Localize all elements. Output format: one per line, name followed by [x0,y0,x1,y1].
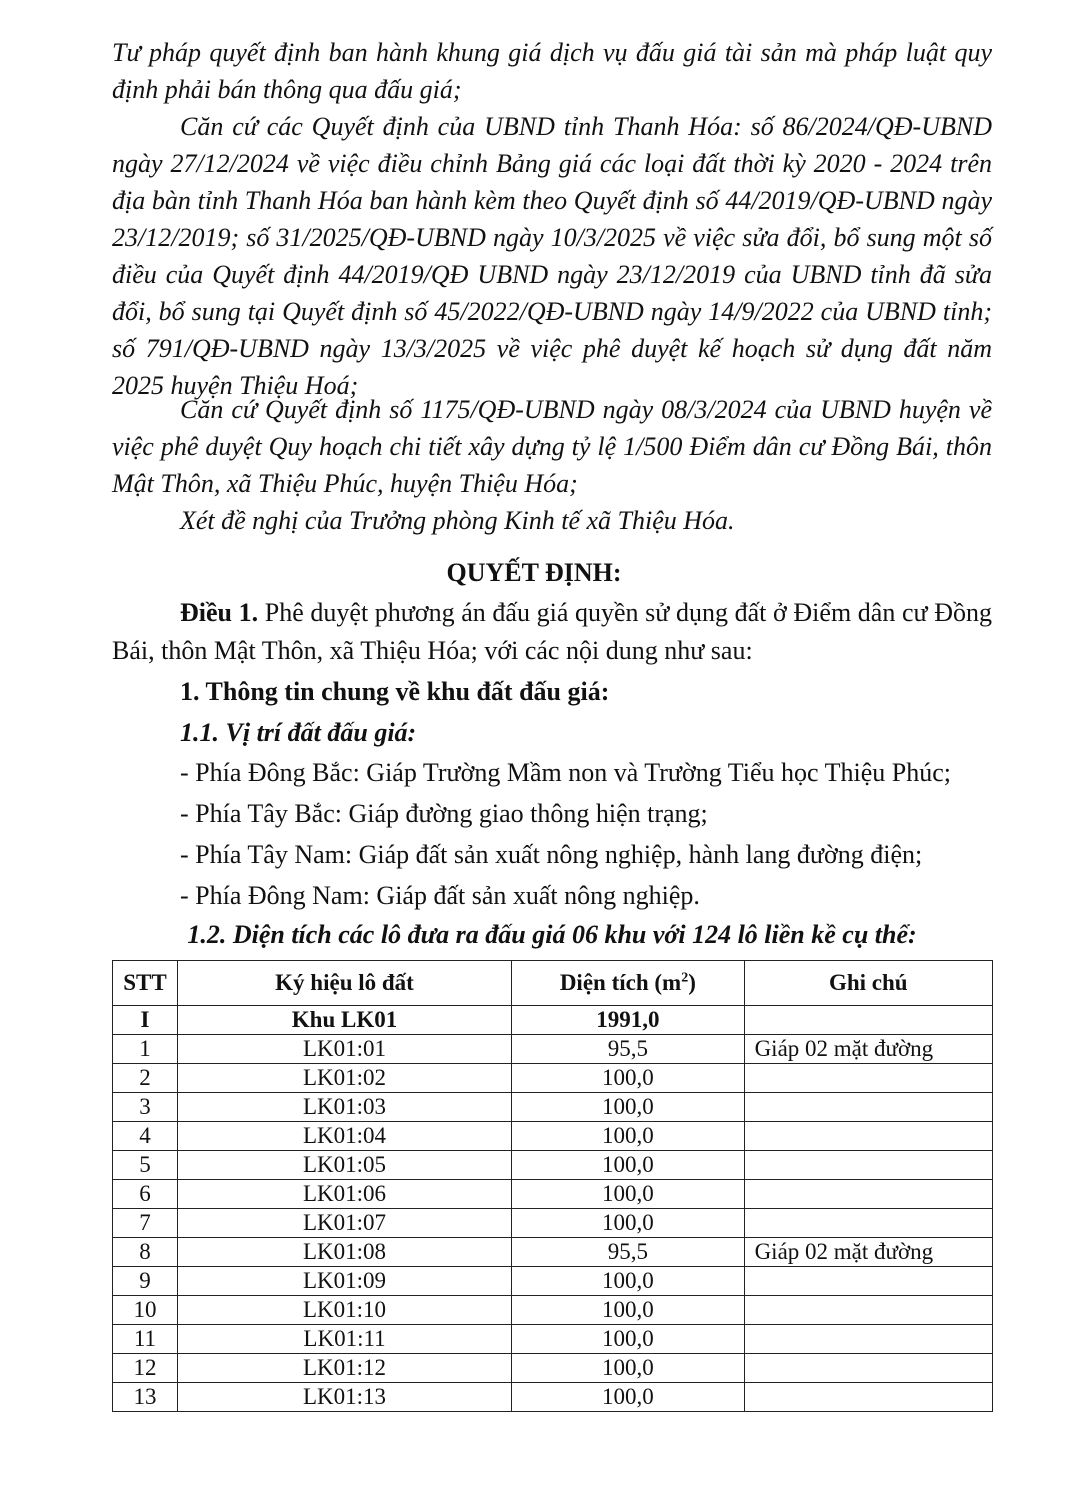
table-row [113,1267,993,1296]
cell-area: 95,5 [512,1035,744,1064]
cell-stt: 2 [113,1064,178,1093]
group-lot: Khu LK01 [177,1006,511,1035]
cell-area: 100,0 [512,1151,744,1180]
table-row [113,1238,993,1267]
header-lot: Ký hiệu lô đất [177,961,511,1006]
cell-lot: LK01:01 [177,1035,511,1064]
header-stt: STT [113,961,178,1006]
cell-note [744,1209,992,1238]
cell-area: 100,0 [512,1209,744,1238]
cell-stt: 13 [113,1383,178,1412]
cell-area: 100,0 [512,1296,744,1325]
table-row [113,1354,993,1383]
group-area: 1991,0 [512,1006,744,1035]
cell-stt: 10 [113,1296,178,1325]
cell-area: 100,0 [512,1122,744,1151]
cell-lot: LK01:13 [177,1383,511,1412]
article-1 [112,594,992,670]
paragraph-proposal: Xét đề nghị của Trưởng phòng Kinh tế xã Thiệu Hóa. [180,506,735,535]
lots-table [112,960,993,1412]
cell-stt: 11 [113,1325,178,1354]
section-1-1-heading: 1.1. Vị trí đất đấu giá: [180,718,417,747]
boundary-southwest: - Phía Tây Nam: Giáp đất sản xuất nông nghiệp, hành lang đường điện; [180,840,923,869]
article-1-label: Điều 1. [180,598,259,627]
section-1-2-heading: 1.2. Diện tích các lô đưa ra đấu giá 06 khu với 124 lô liền kề cụ thể: [187,920,917,949]
cell-note: Giáp 02 mặt đường [744,1035,992,1064]
cell-note [744,1064,992,1093]
header-note: Ghi chú [744,961,992,1006]
cell-area: 100,0 [512,1267,744,1296]
table-row [113,1122,993,1151]
cell-lot: LK01:09 [177,1267,511,1296]
group-note [744,1006,992,1035]
cell-stt: 5 [113,1151,178,1180]
cell-area: 100,0 [512,1093,744,1122]
paragraph-legal-basis-1: Tư pháp quyết định ban hành khung giá dịch vụ đấu giá tài sản mà pháp luật quy định phải bán thông qua đấu giá; [112,38,992,104]
cell-lot: LK01:08 [177,1238,511,1267]
group-stt: I [113,1006,178,1035]
cell-lot: LK01:05 [177,1151,511,1180]
table-row [113,1064,993,1093]
paragraph-legal-basis-3: Căn cứ Quyết định số 1175/QĐ-UBND ngày 08/3/2024 của UBND huyện về việc phê duyệt Quy hoạch chi tiết xây dựng tỷ lệ 1/500 Điểm dân cư Đồng Bái, thôn Mật Thôn, xã Thiệu Phúc, huyện Thiệu Hóa; [112,395,992,498]
cell-area: 100,0 [512,1180,744,1209]
article-1-text: Phê duyệt phương án đấu giá quyền sử dụng đất ở Điểm dân cư Đồng Bái, thôn Mật Thôn, xã Thiệu Hóa; với các nội dung như sau: [112,598,992,665]
cell-lot: LK01:12 [177,1354,511,1383]
cell-stt: 1 [113,1035,178,1064]
table-row [113,1180,993,1209]
cell-note: Giáp 02 mặt đường [744,1238,992,1267]
table-row [113,1035,993,1064]
boundary-southeast: - Phía Đông Nam: Giáp đất sản xuất nông nghiệp. [180,881,700,910]
cell-stt: 4 [113,1122,178,1151]
cell-lot: LK01:04 [177,1122,511,1151]
decision-heading: QUYẾT ĐỊNH: [446,558,622,587]
cell-stt: 12 [113,1354,178,1383]
cell-note [744,1093,992,1122]
cell-note [744,1122,992,1151]
cell-stt: 9 [113,1267,178,1296]
cell-area: 100,0 [512,1383,744,1412]
cell-area: 100,0 [512,1325,744,1354]
cell-note [744,1354,992,1383]
table-row [113,1093,993,1122]
cell-stt: 8 [113,1238,178,1267]
table-row [113,1151,993,1180]
table-row [113,1209,993,1238]
cell-lot: LK01:07 [177,1209,511,1238]
cell-note [744,1383,992,1412]
cell-lot: LK01:11 [177,1325,511,1354]
cell-note [744,1325,992,1354]
section-1-heading: 1. Thông tin chung về khu đất đấu giá: [180,677,610,706]
cell-lot: LK01:02 [177,1064,511,1093]
cell-stt: 3 [113,1093,178,1122]
cell-lot: LK01:03 [177,1093,511,1122]
cell-area: 100,0 [512,1064,744,1093]
boundary-northeast: - Phía Đông Bắc: Giáp Trường Mầm non và Trường Tiểu học Thiệu Phúc; [180,758,951,787]
header-area: Diện tích $(m^2)$ [512,961,744,1006]
cell-note [744,1267,992,1296]
table-header-row [113,961,993,1006]
cell-note [744,1151,992,1180]
table-group-row [113,1006,993,1035]
cell-area: 95,5 [512,1238,744,1267]
cell-note [744,1296,992,1325]
cell-lot: LK01:10 [177,1296,511,1325]
boundary-northwest: - Phía Tây Bắc: Giáp đường giao thông hiện trạng; [180,799,708,828]
cell-stt: 6 [113,1180,178,1209]
paragraph-legal-basis-2: Căn cứ các Quyết định của UBND tỉnh Thanh Hóa: số 86/2024/QĐ-UBND ngày 27/12/2024 về việc điều chỉnh Bảng giá các loại đất thời kỳ 2020 - 2024 trên địa bàn tỉnh Thanh Hóa ban hành kèm theo Quyết định số 44/2019/QĐ-UBND ngày 23/12/2019; số 31/2025/QĐ-UBND ngày 10/3/2025 về việc sửa đổi, bổ sung một số điều của Quyết định 44/2019/QĐ UBND ngày 23/12/2019 của UBND tỉnh đã sửa đổi, bổ sung tại Quyết định số 45/2022/QĐ-UBND ngày 14/9/2022 của UBND tỉnh; số 791/QĐ-UBND ngày 13/3/2025 về việc phê duyệt kế hoạch sử dụng đất năm 2025 huyện Thiệu Hoá; [112,112,992,400]
cell-area: 100,0 [512,1354,744,1383]
table-row [113,1296,993,1325]
cell-lot: LK01:06 [177,1180,511,1209]
cell-note [744,1180,992,1209]
cell-stt: 7 [113,1209,178,1238]
table-row [113,1325,993,1354]
table-row [113,1383,993,1412]
